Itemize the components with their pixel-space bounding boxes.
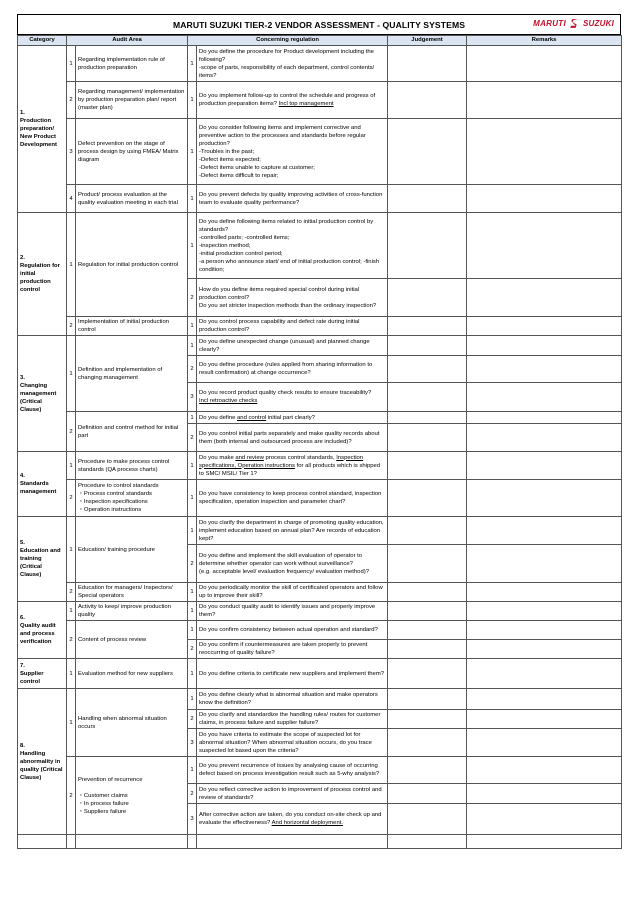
area-number: 1 xyxy=(67,689,76,757)
remarks-cell[interactable] xyxy=(467,424,622,452)
question-cell xyxy=(197,452,388,480)
judgement-cell[interactable] xyxy=(388,279,467,317)
question-cell: Do you define clearly what is abnormal situation and make operators know the definition? xyxy=(197,689,388,710)
question-number: 1 xyxy=(188,213,197,279)
logo-suzuki-text: SUZUKI xyxy=(583,19,614,28)
question-number: 1 xyxy=(188,412,197,424)
remarks-cell[interactable] xyxy=(467,336,622,356)
question-text: Do you make xyxy=(199,454,236,461)
question-number: 1 xyxy=(188,659,197,689)
category-cell: 8. Handling abnormality in quality (Critical Clause) xyxy=(18,689,67,835)
judgement-cell[interactable] xyxy=(388,383,467,412)
question-cell: Do you confirm consistency between actual operation and standard? xyxy=(197,621,388,640)
judgement-cell[interactable] xyxy=(388,517,467,545)
table-row xyxy=(18,317,622,336)
audit-area-line: ・In process failure xyxy=(78,800,129,807)
remarks-cell[interactable] xyxy=(467,689,622,710)
table-row xyxy=(18,46,622,82)
judgement-cell[interactable] xyxy=(388,82,467,119)
remarks-cell[interactable] xyxy=(467,383,622,412)
question-cell: Do you periodically monitor the skill of certificated operators and follow up to improve their skill? xyxy=(197,583,388,602)
remarks-cell[interactable] xyxy=(467,279,622,317)
column-header-row xyxy=(18,36,622,46)
judgement-cell[interactable] xyxy=(388,545,467,583)
judgement-cell[interactable] xyxy=(388,213,467,279)
question-underlined-text: And horizontal deployment. xyxy=(271,820,344,826)
area-number: 4 xyxy=(67,185,76,213)
table-row xyxy=(18,412,622,424)
empty-cell xyxy=(197,835,388,849)
audit-area-line: ・Inspection specifications xyxy=(78,499,148,505)
judgement-cell[interactable] xyxy=(388,710,467,729)
question-cell: Do you define criteria to certificate new suppliers and implement them? xyxy=(197,659,388,689)
judgement-cell[interactable] xyxy=(388,317,467,336)
audit-area-cell: Regulation for initial production control xyxy=(76,213,188,317)
remarks-cell[interactable] xyxy=(467,452,622,480)
empty-cell xyxy=(76,835,188,849)
judgement-cell[interactable] xyxy=(388,835,467,849)
audit-area-cell: Implementation of initial production control xyxy=(76,317,188,336)
question-cell: Do you conduct quality audit to identify issues and properly improve them? xyxy=(197,602,388,621)
question-text: After corrective action are taken, do you conduct on-site check up and evaluate the effectiveness? xyxy=(199,812,382,826)
question-number: 1 xyxy=(188,317,197,336)
col-audit-area: Audit Area xyxy=(67,36,188,46)
question-number: 2 xyxy=(188,279,197,317)
empty-cell xyxy=(18,835,67,849)
judgement-cell[interactable] xyxy=(388,46,467,82)
question-underlined-text: Incl retroactive checks xyxy=(199,398,258,404)
judgement-cell[interactable] xyxy=(388,583,467,602)
audit-area-line: ・Suppliers failure xyxy=(78,808,127,815)
table-row xyxy=(18,480,622,517)
question-cell: Do you define following items related to initial production control by standards? -controlled parts; -controlled items; -inspection method; -initial production control period; -a person who announce start/ end of initial production control; -finish condition; xyxy=(197,213,388,279)
question-underlined-text: Inspection specifications, Operation instructions xyxy=(199,454,364,469)
table-row xyxy=(18,517,622,545)
area-number: 2 xyxy=(67,480,76,517)
question-cell: Do you have consistency to keep process control standard, inspection specification, operation inspection and parameter chart? xyxy=(197,480,388,517)
audit-area-cell: Procedure to make process control standards (QA process charts) xyxy=(76,452,188,480)
remarks-cell[interactable] xyxy=(467,757,622,784)
judgement-cell[interactable] xyxy=(388,757,467,784)
question-cell: Do you have criteria to estimate the scope of suspected lot for abnormal situation? When abnormal situation occurs, do you trace suspected lot based upon the criteria? xyxy=(197,729,388,757)
question-number: 2 xyxy=(188,710,197,729)
judgement-cell[interactable] xyxy=(388,659,467,689)
question-number: 1 xyxy=(188,185,197,213)
question-number: 3 xyxy=(188,804,197,835)
audit-area-cell: Regarding management/ implementation by production preparation plan/ report (master plan) xyxy=(76,82,188,119)
assessment-table xyxy=(17,35,622,849)
question-number: 2 xyxy=(188,640,197,659)
table-row xyxy=(18,835,622,849)
question-cell xyxy=(197,82,388,119)
category-cell: 6. Quality audit and process verification xyxy=(18,602,67,659)
area-number: 2 xyxy=(67,82,76,119)
area-number: 1 xyxy=(67,602,76,621)
remarks-cell[interactable] xyxy=(467,784,622,804)
question-cell: Do you prevent defects by quality improving activities of cross-function team to evaluate quality performance? xyxy=(197,185,388,213)
area-number: 2 xyxy=(67,583,76,602)
audit-area-cell: Education for managers/ Inspectors/ Special operators xyxy=(76,583,188,602)
judgement-cell[interactable] xyxy=(388,356,467,383)
question-underlined-text: Incl top management xyxy=(278,101,334,107)
question-cell: Do you prevent recurrence of issues by analysing cause of occurring defect based on process investigation result such as 5-why analysis? xyxy=(197,757,388,784)
remarks-cell[interactable] xyxy=(467,119,622,185)
col-concerning-regulation: Concerning regulation xyxy=(188,36,388,46)
remarks-cell[interactable] xyxy=(467,835,622,849)
judgement-cell[interactable] xyxy=(388,689,467,710)
judgement-cell[interactable] xyxy=(388,119,467,185)
empty-cell xyxy=(188,835,197,849)
area-number: 2 xyxy=(67,412,76,452)
sheet-header xyxy=(17,14,621,35)
judgement-cell[interactable] xyxy=(388,452,467,480)
question-number: 2 xyxy=(188,356,197,383)
audit-area-cell: Evaluation method for new suppliers xyxy=(76,659,188,689)
remarks-cell[interactable] xyxy=(467,640,622,659)
area-number: 1 xyxy=(67,517,76,583)
col-remarks: Remarks xyxy=(467,36,622,46)
question-cell xyxy=(197,804,388,835)
remarks-cell[interactable] xyxy=(467,317,622,336)
remarks-cell[interactable] xyxy=(467,804,622,835)
question-number: 2 xyxy=(188,424,197,452)
judgement-cell[interactable] xyxy=(388,784,467,804)
question-number: 3 xyxy=(188,729,197,757)
maruti-suzuki-logo xyxy=(533,18,614,29)
category-cell: 2. Regulation for initial production control xyxy=(18,213,67,336)
category-cell: 7. Supplier control xyxy=(18,659,67,689)
question-number: 2 xyxy=(188,545,197,583)
table-row xyxy=(18,621,622,640)
logo-maruti-text: MARUTI xyxy=(533,19,567,28)
table-row xyxy=(18,659,622,689)
question-number: 1 xyxy=(188,46,197,82)
table-row xyxy=(18,336,622,356)
category-cell: 1. Production preparation/ New Product Development xyxy=(18,46,67,213)
table-row xyxy=(18,452,622,480)
audit-area-cell: Content of process review xyxy=(76,621,188,659)
category-cell: 5. Education and training (Critical Clause) xyxy=(18,517,67,602)
judgement-cell[interactable] xyxy=(388,480,467,517)
question-text: Do you record product quality check results to ensure traceability? xyxy=(199,390,372,396)
remarks-cell[interactable] xyxy=(467,82,622,119)
audit-area-cell: Definition and implementation of changing management xyxy=(76,336,188,412)
judgement-cell[interactable] xyxy=(388,640,467,659)
audit-area-line: ・Operation instructions xyxy=(78,507,142,513)
question-number: 1 xyxy=(188,480,197,517)
table-row xyxy=(18,602,622,621)
question-number: 1 xyxy=(188,82,197,119)
audit-area-cell: Education/ training procedure xyxy=(76,517,188,583)
table-row xyxy=(18,213,622,279)
suzuki-s-icon xyxy=(569,18,580,29)
question-text: initial part clearly? xyxy=(266,414,315,421)
audit-area-cell: Definition and control method for initial part xyxy=(76,412,188,452)
area-number: 1 xyxy=(67,46,76,82)
question-number: 1 xyxy=(188,336,197,356)
col-judgement: Judgement xyxy=(388,36,467,46)
question-text: process control standards, xyxy=(263,454,337,461)
audit-area-cell xyxy=(76,757,188,835)
table-row xyxy=(18,82,622,119)
judgement-cell[interactable] xyxy=(388,424,467,452)
table-row xyxy=(18,689,622,710)
question-cell: Do you confirm if countermeasures are taken properly to prevent reoccurring of quality failure? xyxy=(197,640,388,659)
question-number: 1 xyxy=(188,689,197,710)
audit-area-cell: Regarding implementation rule of production preparation xyxy=(76,46,188,82)
remarks-cell[interactable] xyxy=(467,659,622,689)
judgement-cell[interactable] xyxy=(388,729,467,757)
judgement-cell[interactable] xyxy=(388,804,467,835)
question-cell: Do you define the procedure for Product development including the following? -scope of parts, responsibility of each department, control contents/ items? xyxy=(197,46,388,82)
audit-area-line: ・Customer claims xyxy=(78,792,128,799)
area-number: 1 xyxy=(67,213,76,317)
remarks-cell[interactable] xyxy=(467,583,622,602)
judgement-cell[interactable] xyxy=(388,412,467,424)
audit-area-cell: Activity to keep/ improve production quality xyxy=(76,602,188,621)
question-number: 1 xyxy=(188,452,197,480)
judgement-cell[interactable] xyxy=(388,602,467,621)
audit-area-cell xyxy=(76,480,188,517)
audit-area-line: ・Process control standards xyxy=(78,491,152,497)
empty-cell xyxy=(67,835,76,849)
question-cell: Do you define procedure (rules applied from sharing information to result confirmation) at change occurrence? xyxy=(197,356,388,383)
question-number: 1 xyxy=(188,757,197,784)
table-row xyxy=(18,185,622,213)
area-number: 2 xyxy=(67,621,76,659)
remarks-cell[interactable] xyxy=(467,480,622,517)
question-number: 1 xyxy=(188,621,197,640)
audit-area-cell: Handling when abnormal situation occurs xyxy=(76,689,188,757)
judgement-cell[interactable] xyxy=(388,336,467,356)
question-text: for all products which is shipped to SMC/ MSIL/ Tier 1? xyxy=(199,462,381,477)
area-number: 3 xyxy=(67,119,76,185)
remarks-cell[interactable] xyxy=(467,545,622,583)
question-number: 1 xyxy=(188,517,197,545)
remarks-cell[interactable] xyxy=(467,621,622,640)
audit-area-line: Procedure to control standards xyxy=(78,483,159,489)
question-number: 1 xyxy=(188,602,197,621)
remarks-cell[interactable] xyxy=(467,356,622,383)
question-number: 1 xyxy=(188,583,197,602)
assessment-sheet xyxy=(17,14,621,849)
judgement-cell[interactable] xyxy=(388,185,467,213)
question-cell: Do you consider following items and implement corrective and preventive action to the processes and standards before regular production? -Troubles in the past; -Defect items expected; -Defect items unable to capture at customer; -Defect items difficult to repair; xyxy=(197,119,388,185)
remarks-cell[interactable] xyxy=(467,602,622,621)
question-cell: Do you control initial parts separately and make quality records about them (both internal and outsourced process are included)? xyxy=(197,424,388,452)
question-cell: Do you define unexpected change (unusual) and planned change clearly? xyxy=(197,336,388,356)
area-number: 1 xyxy=(67,336,76,412)
sheet-title: MARUTI SUZUKI TIER-2 VENDOR ASSESSMENT - QUALITY SYSTEMS xyxy=(172,19,466,30)
remarks-cell[interactable] xyxy=(467,213,622,279)
area-number: 1 xyxy=(67,452,76,480)
remarks-cell[interactable] xyxy=(467,185,622,213)
question-underlined-text: and control xyxy=(237,414,267,421)
question-cell: Do you define and implement the skill evaluation of operator to determine whether operator can work without surveillance? (e.g. acceptable level/ evaluation frequency/ evaluation method)? xyxy=(197,545,388,583)
question-cell: Do you control process capability and defect rate during initial production control? xyxy=(197,317,388,336)
area-number: 2 xyxy=(67,757,76,835)
table-row xyxy=(18,757,622,784)
area-number: 2 xyxy=(67,317,76,336)
question-underlined-text: and review xyxy=(235,454,264,461)
audit-area-line: Prevention of recurrence xyxy=(78,776,143,783)
question-cell: Do you clarify the department in charge of promoting quality education, implement education based on annual plan? Are records of education kept? xyxy=(197,517,388,545)
question-number: 2 xyxy=(188,784,197,804)
question-text: Do you implement follow-up to control the schedule and progress of production preparation items? xyxy=(199,93,376,107)
question-cell: How do you define items required special control during initial production control? Do you set stricter inspection methods than the ordinary inspection? xyxy=(197,279,388,317)
remarks-cell[interactable] xyxy=(467,729,622,757)
question-text: Do you define xyxy=(199,414,238,421)
audit-area-cell: Defect prevention on the stage of process design by using FMEA/ Matrix diagram xyxy=(76,119,188,185)
remarks-cell[interactable] xyxy=(467,517,622,545)
judgement-cell[interactable] xyxy=(388,621,467,640)
remarks-cell[interactable] xyxy=(467,46,622,82)
question-number: 1 xyxy=(188,119,197,185)
col-category: Category xyxy=(18,36,67,46)
table-row xyxy=(18,119,622,185)
category-cell: 3. Changing management (Critical Clause) xyxy=(18,336,67,452)
question-cell: Do you reflect corrective action to improvement of process control and review of standards? xyxy=(197,784,388,804)
question-number: 3 xyxy=(188,383,197,412)
remarks-cell[interactable] xyxy=(467,412,622,424)
question-cell xyxy=(197,383,388,412)
remarks-cell[interactable] xyxy=(467,710,622,729)
area-number: 1 xyxy=(67,659,76,689)
table-row xyxy=(18,583,622,602)
question-cell: Do you clarify and standardize the handling rules/ routes for customer claims, in process failure and supplier failure? xyxy=(197,710,388,729)
question-cell xyxy=(197,412,388,424)
audit-area-cell: Product/ process evaluation at the quality evaluation meeting in each trial xyxy=(76,185,188,213)
category-cell: 4. Standards management xyxy=(18,452,67,517)
